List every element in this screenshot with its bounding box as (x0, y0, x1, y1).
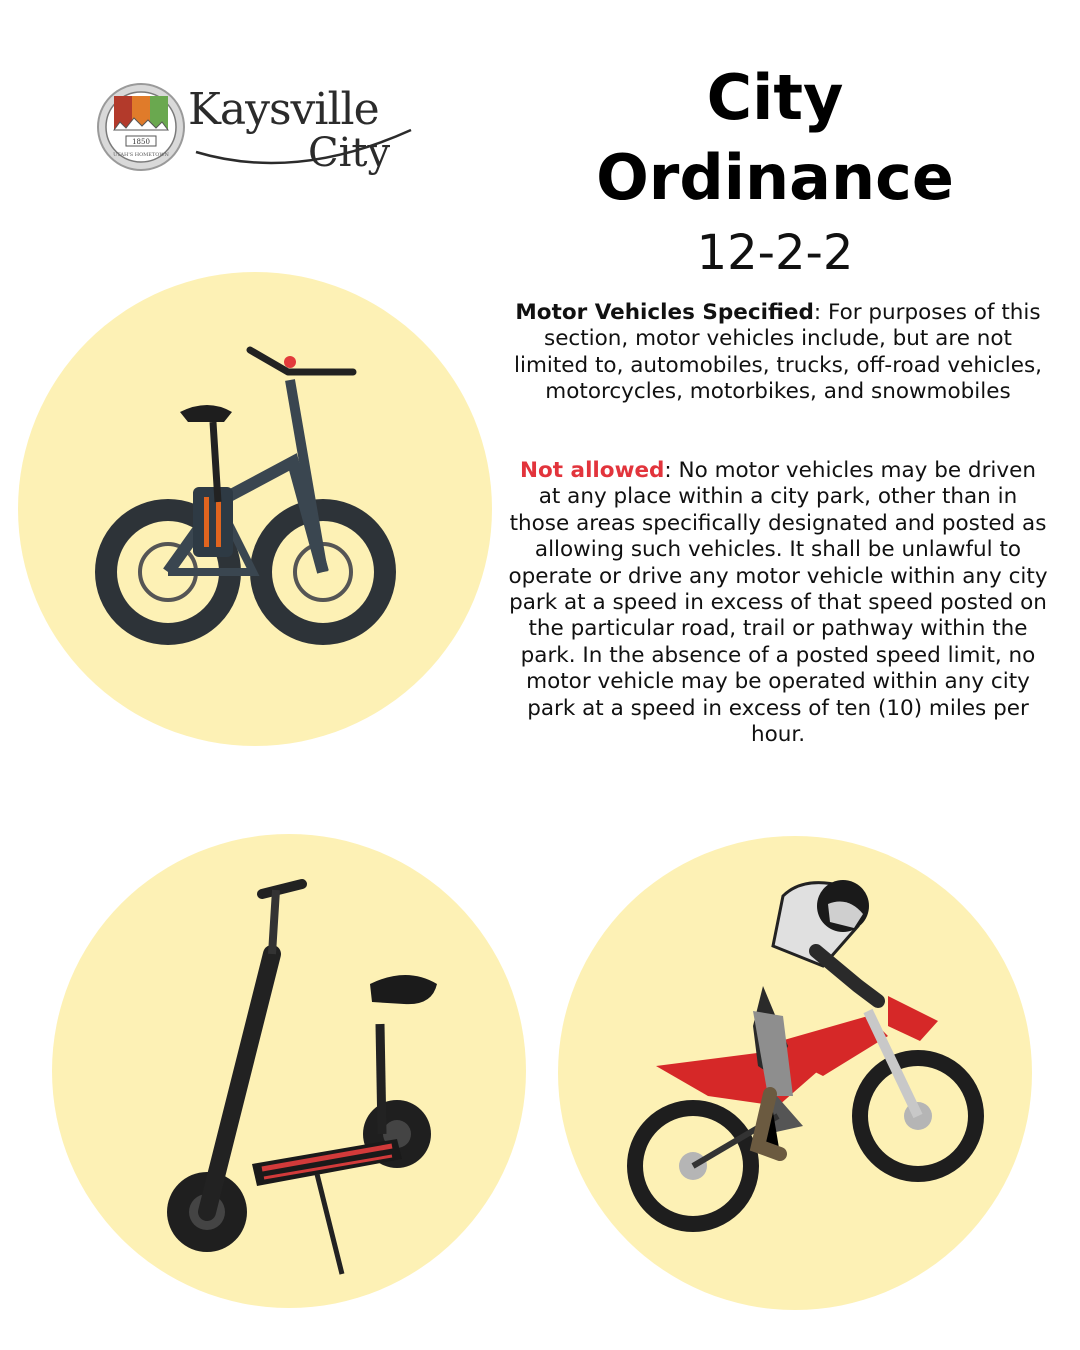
motor-vehicles-specified-paragraph (508, 300, 1048, 406)
section1-lead: Motor Vehicles Specified (515, 300, 814, 325)
heading-line2: Ordinance (596, 141, 954, 214)
section1-text: : For purposes of this section, motor vehicles include, but are not limited to, automobiles, trucks, off-road vehicles, motorcycles, motorbikes, and snowmobiles (514, 300, 1042, 405)
not-allowed-paragraph (508, 458, 1048, 748)
logo-name-line1: Kaysville (188, 84, 379, 135)
dirtbike-image-circle (558, 836, 1032, 1310)
ebike-image-circle (18, 272, 492, 746)
kaysville-city-logo (96, 82, 426, 182)
logo-name-line2: City (308, 130, 391, 176)
electric-scooter-icon (52, 834, 526, 1308)
seal-year: 1850 (132, 138, 150, 146)
dirt-bike-rider-icon (558, 836, 1032, 1310)
city-seal-icon (96, 82, 186, 172)
electric-fat-tire-bike-icon (18, 272, 492, 746)
seal-motto: UTAH'S HOMETOWN (113, 152, 169, 158)
heading-line1: City (706, 61, 844, 134)
escooter-image-circle (52, 834, 526, 1308)
section2-text: : No motor vehicles may be driven at any place within a city park, other than in those areas specifically designated and posted as allowing such vehicles. It shall be unlawful to operate or drive any motor vehicle within any city park at a speed in excess of that speed posted on the particular road, trail or pathway within the park. In the absence of a posted speed limit, no motor vehicle may be operated within any city park at a speed in excess of ten (10) miles per hour. (508, 458, 1048, 748)
ordinance-number: 12-2-2 (696, 225, 854, 281)
section2-lead: Not allowed (520, 458, 665, 483)
